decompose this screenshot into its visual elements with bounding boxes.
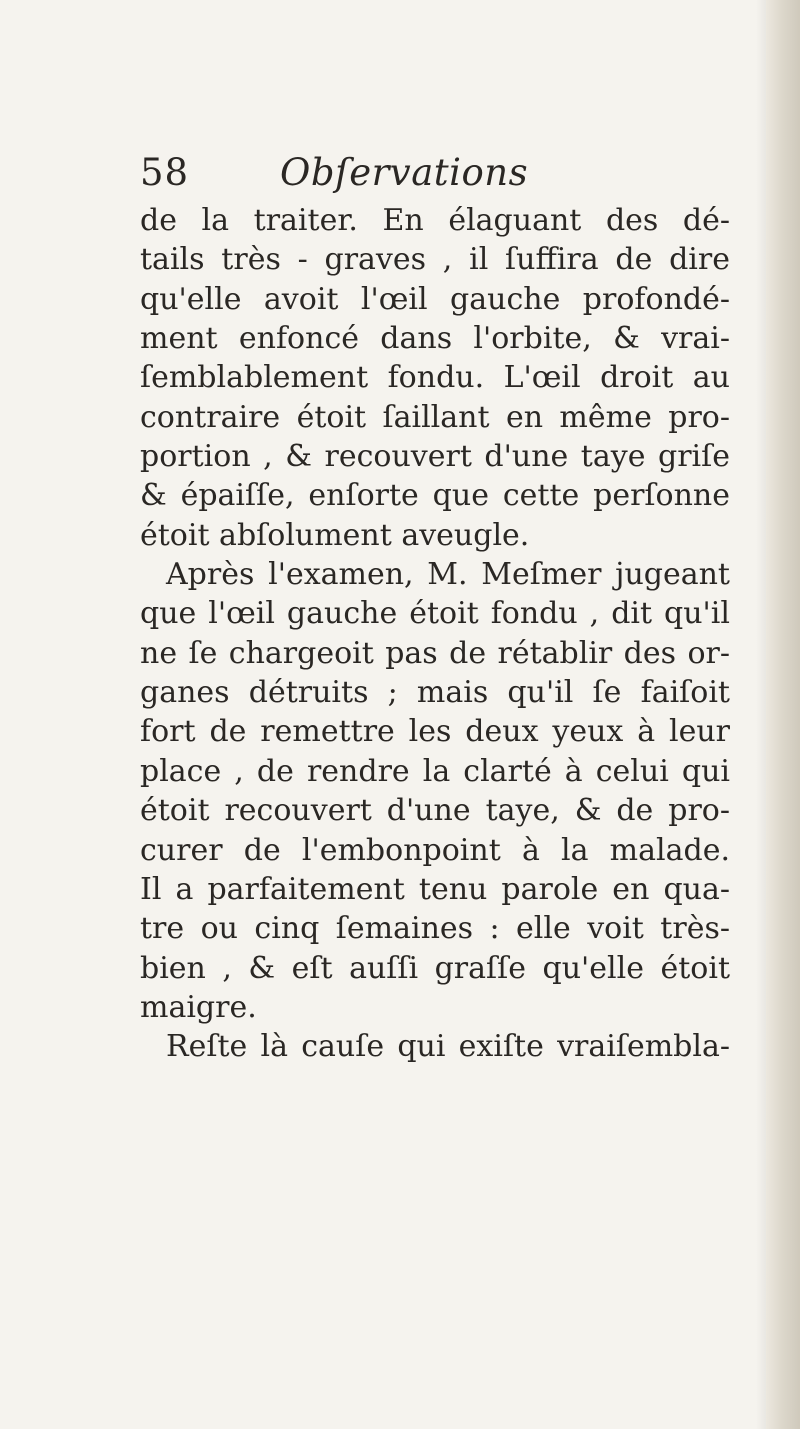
text-line: fort de remettre les deux yeux à leur [140, 714, 730, 750]
text-line: tails très - graves , il ſuffira de dire [140, 242, 730, 278]
page-gutter-shadow [756, 0, 766, 1429]
page-header [140, 148, 730, 198]
text-line: étoit abſolument aveugle. [140, 517, 530, 553]
page-edge [766, 0, 800, 1429]
text-line: portion , & recouvert d'une taye griſe [140, 439, 730, 475]
body-text [140, 201, 730, 1067]
text-line: ne ſe chargeoit pas de rétablir des or- [140, 635, 730, 671]
page-number: 58 [140, 151, 190, 194]
text-line: tre ou cinq ſemaines : elle voit très- [140, 911, 730, 947]
text-line: place , de rendre la clarté à celui qui [140, 753, 730, 789]
text-line: de la traiter. En élaguant des dé- [140, 203, 730, 238]
text-line: maigre. [140, 989, 257, 1025]
text-line: ſemblablement fondu. L'œil droit au [140, 360, 730, 396]
text-line: ment enfoncé dans l'orbite, & vrai- [140, 321, 730, 357]
text-line: que l'œil gauche étoit fondu , dit qu'il [140, 596, 730, 632]
text-line: qu'elle avoit l'œil gauche profondé- [140, 281, 730, 317]
text-line: & épaiſſe, enſorte que cette perſonne [140, 478, 730, 514]
running-head: Obſervations [280, 151, 529, 194]
text-line: contraire étoit ſaillant en même pro- [140, 399, 730, 435]
text-line: étoit recouvert d'une taye, & de pro- [140, 793, 730, 829]
text-line: ganes détruits ; mais qu'il ſe faiſoit [140, 675, 730, 711]
text-line: bien , & eſt auſſi graſſe qu'elle étoit [140, 950, 730, 986]
text-line: Après l'examen, M. Meſmer jugeant [166, 557, 730, 593]
text-line: curer de l'embonpoint à la malade. [140, 832, 730, 868]
text-line: Reſte là cauſe qui exiſte vraiſembla- [166, 1029, 730, 1065]
text-line: Il a parfaitement tenu parole en qua- [140, 871, 730, 907]
